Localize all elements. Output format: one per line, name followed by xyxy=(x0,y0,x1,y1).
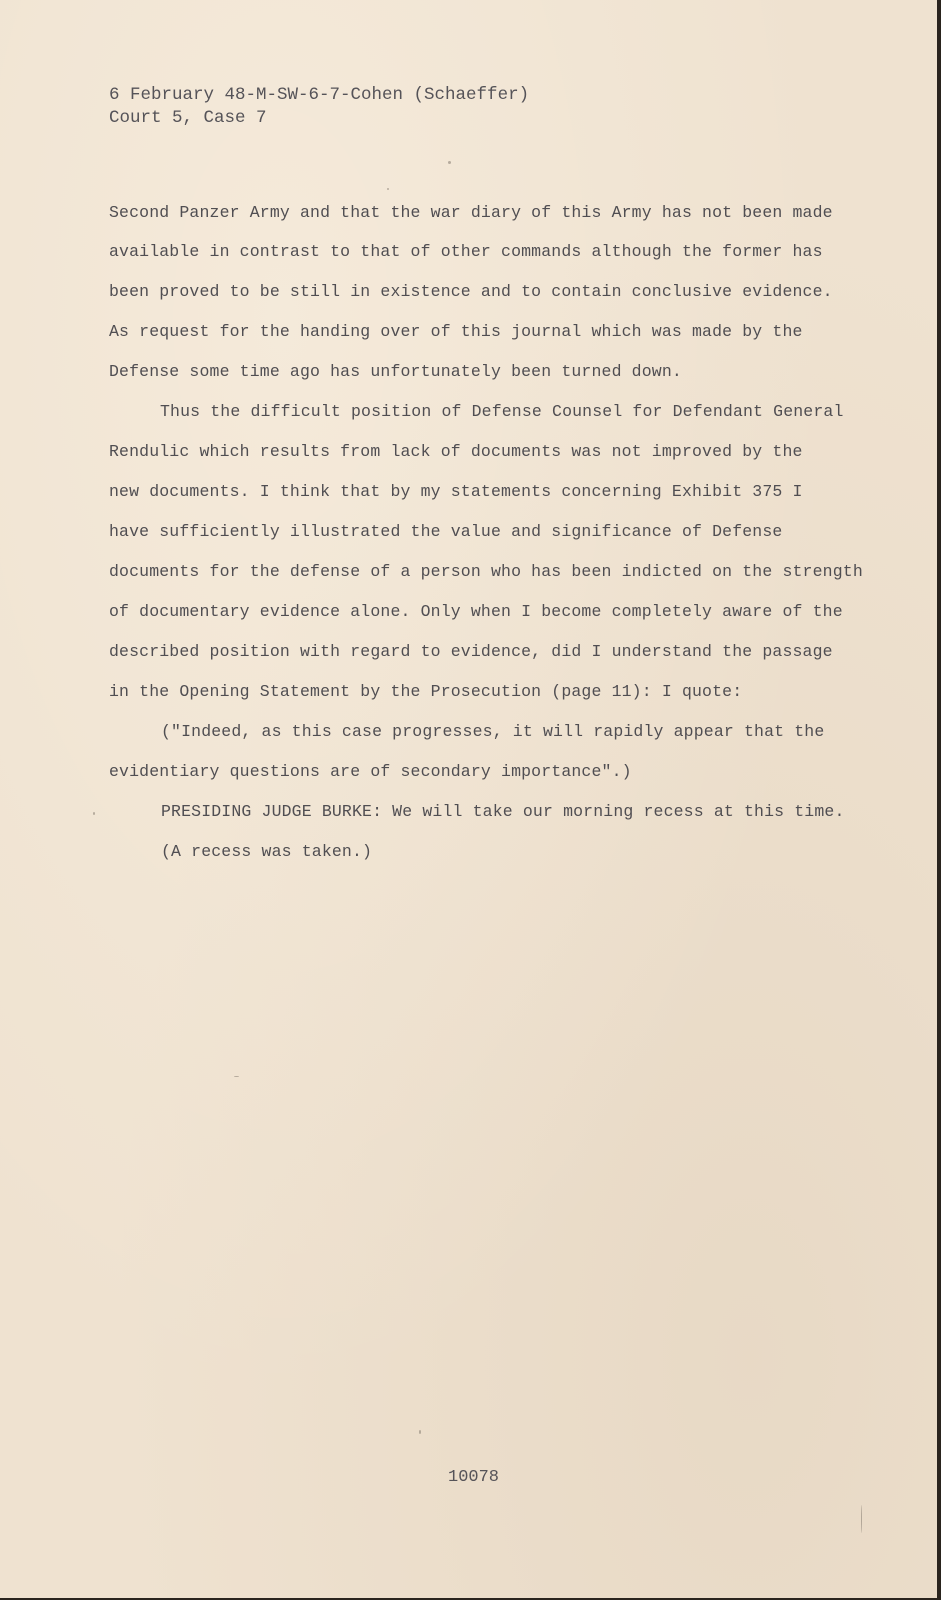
body-line: Rendulic which results from lack of documents was not improved by the xyxy=(109,442,803,461)
document-header xyxy=(109,84,529,130)
recess-note-line: (A recess was taken.) xyxy=(161,842,373,861)
quoted-line: ("Indeed, as this case progresses, it will rapidly appear that the xyxy=(161,722,825,741)
body-line: available in contrast to that of other commands although the former has xyxy=(109,242,823,261)
page-number: 10078 xyxy=(448,1468,500,1487)
quoted-line: evidentiary questions are of secondary importance".) xyxy=(109,762,632,781)
paper-speck xyxy=(387,188,389,190)
paper-speck xyxy=(93,812,95,815)
paper-speck xyxy=(448,161,451,164)
paper-speck xyxy=(861,1505,862,1533)
body-line: documents for the defense of a person who has been indicted on the strength xyxy=(109,562,863,581)
body-line: been proved to be still in existence and to contain conclusive evidence. xyxy=(109,282,833,301)
body-line: Defense some time ago has unfortunately been turned down. xyxy=(109,362,682,381)
body-line: new documents. I think that by my statements concerning Exhibit 375 I xyxy=(109,482,803,501)
paper-speck xyxy=(234,1076,239,1077)
header-date-reference: 6 February 48-M-SW-6-7-Cohen (Schaeffer) xyxy=(109,85,530,105)
body-line: have sufficiently illustrated the value and significance of Defense xyxy=(109,522,783,541)
header-court-case: Court 5, Case 7 xyxy=(109,108,267,128)
body-line: in the Opening Statement by the Prosecution (page 11): I quote: xyxy=(109,682,743,701)
body-line: Second Panzer Army and that the war diary of this Army has not been made xyxy=(109,203,833,222)
body-line: described position with regard to evidence, did I understand the passage xyxy=(109,642,833,661)
body-line: Thus the difficult position of Defense Counsel for Defendant General xyxy=(160,402,844,421)
body-line: As request for the handing over of this journal which was made by the xyxy=(109,322,803,341)
judge-statement-line: PRESIDING JUDGE BURKE: We will take our morning recess at this time. xyxy=(161,802,845,821)
body-line: of documentary evidence alone. Only when I become completely aware of the xyxy=(109,602,843,621)
scan-edge-right xyxy=(937,0,941,1600)
paper-speck xyxy=(419,1430,421,1434)
